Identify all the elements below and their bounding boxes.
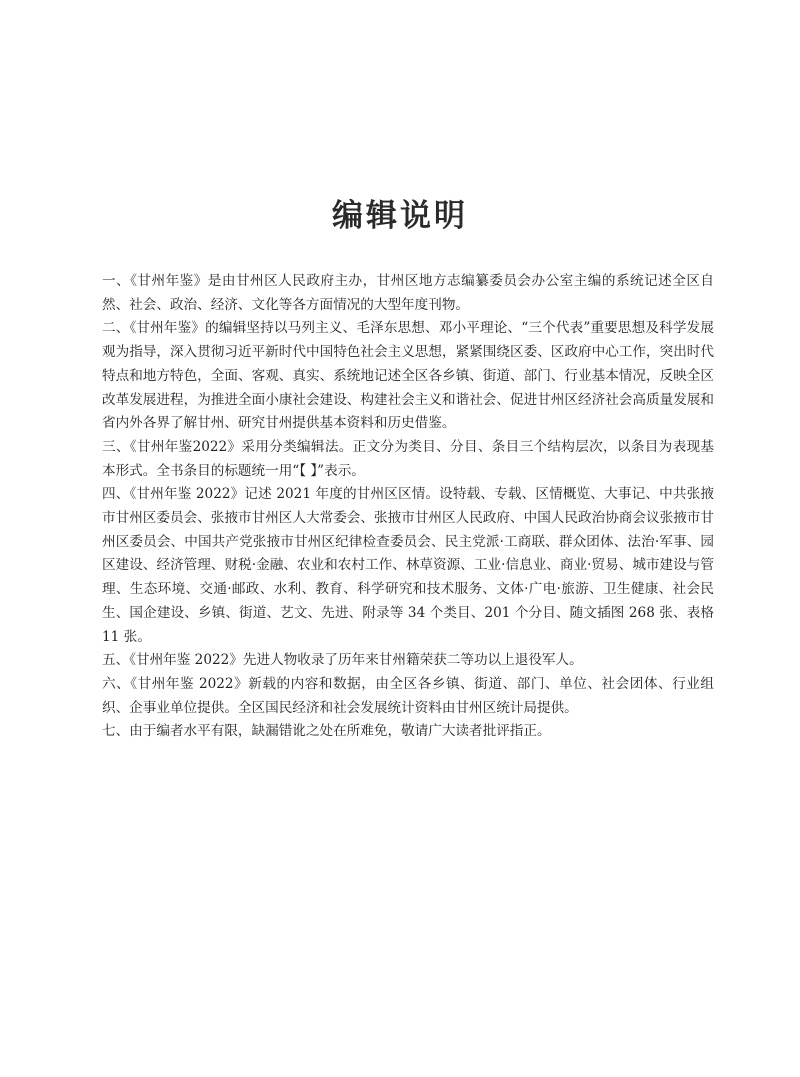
- paragraph-5: 五、《甘州年鉴 2022》先进人物收录了历年来甘州籍荣获二等功以上退役军人。: [102, 652, 583, 669]
- document-body: [102, 270, 714, 744]
- paragraph-3: 三、《甘州年鉴2022》采用分类编辑法。正文分为类目、分目、条目三个结构层次，以条目为表现基本形式。全书条目的标题统一用“【 】”表示。: [102, 438, 714, 479]
- paragraph-4: 四、《甘州年鉴 2022》记述 2021 年度的甘州区区情。设特载、专载、区情概览、大事记、中共张掖市甘州区委员会、张掖市甘州区人大常委会、张掖市甘州区人民政府、中国人民政治协商会议张掖市甘州区委员会、中国共产党张掖市甘州区纪律检查委员会、民主党派·工商联、群众团体、法治·军事、园区建设、经济管理、财税·金融、农业和农村工作、林草资源、工业·信息业、商业·贸易、城市建设与管理、生态环境、交通·邮政、水利、教育、科学研究和技术服务、文体·广电·旅游、卫生健康、社会民生、国企建设、乡镇、街道、艺文、先进、附录等 34 个类目、201 个分目、随文插图 268 张、表格 11 张。: [102, 486, 714, 645]
- paragraph-1: 一、《甘州年鉴》是由甘州区人民政府主办，甘州区地方志编纂委员会办公室主编的系统记述全区自然、社会、政治、经济、文化等各方面情况的大型年度刊物。: [102, 273, 714, 313]
- page-title: 编辑说明: [332, 198, 468, 234]
- paragraph-2: 二、《甘州年鉴》的编辑坚持以马列主义、毛泽东思想、邓小平理论、“三个代表”重要思想及科学发展观为指导，深入贯彻习近平新时代中国特色社会主义思想，紧紧围绕区委、区政府中心工作，突出时代特点和地方特色，全面、客观、真实、系统地记述全区各乡镇、街道、部门、行业基本情况，反映全区改革发展进程，为推进全面小康社会建设、构建社会主义和谐社会、促进甘州区经济社会高质量发展和省内外各界了解甘州、研究甘州提供基本资料和历史借鉴。: [102, 320, 714, 432]
- paragraph-6: 六、《甘州年鉴 2022》新载的内容和数据，由全区各乡镇、街道、部门、单位、社会团体、行业组织、企事业单位提供。全区国民经济和社会发展统计资料由甘州区统计局提供。: [102, 675, 714, 716]
- paragraph-7: 七、由于编者水平有限，缺漏错讹之处在所难免，敬请广大读者批评指正。: [102, 723, 551, 740]
